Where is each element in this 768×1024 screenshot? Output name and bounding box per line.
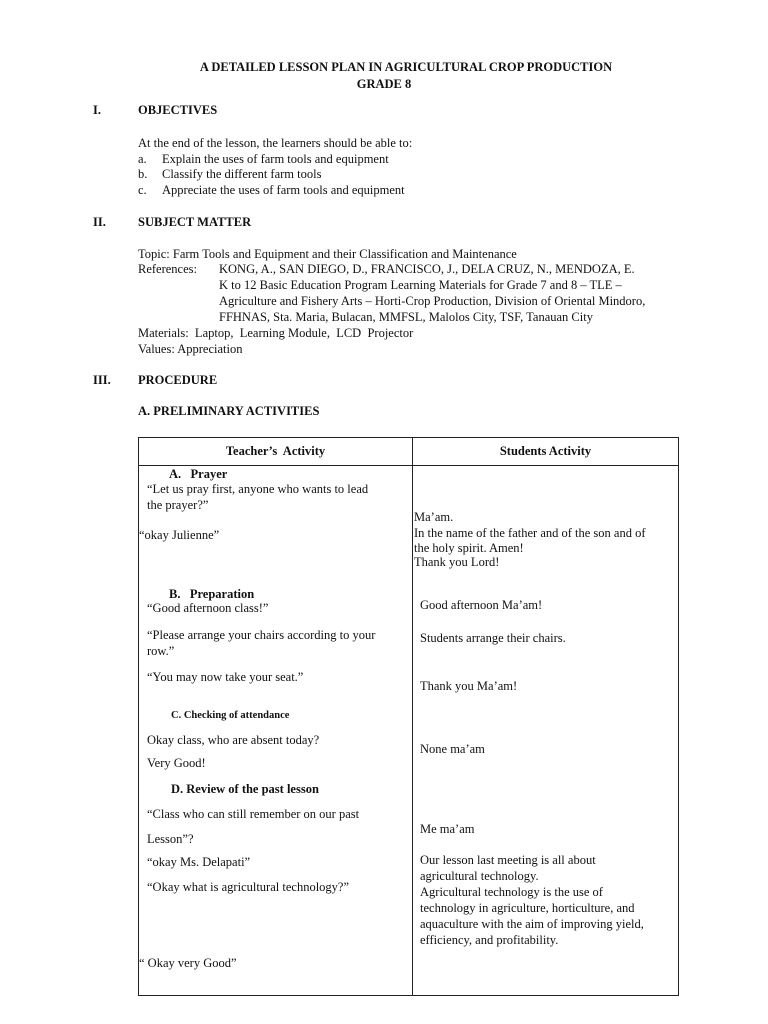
prayer-heading: A. Prayer — [169, 467, 228, 481]
student-thank-maam: Thank you Ma’am! — [420, 679, 518, 693]
references-label: References: — [138, 262, 197, 276]
teacher-remember-line2: Lesson”? — [147, 832, 194, 846]
students-activity-cell — [413, 466, 679, 996]
teacher-absent-question: Okay class, who are absent today? — [147, 733, 320, 747]
topic-line: Topic: Farm Tools and Equipment and their Classification and Maintenance — [138, 247, 517, 261]
student-arrange-chairs: Students arrange their chairs. — [420, 631, 566, 645]
objective-text-b: Classify the different farm tools — [162, 167, 322, 181]
teacher-prayer-line1: “Let us pray first, anyone who wants to lead — [147, 482, 369, 496]
objective-letter-b: b. — [138, 167, 148, 181]
section-heading-procedure: PROCEDURE — [138, 373, 218, 387]
teacher-good-afternoon: “Good afternoon class!” — [147, 601, 269, 615]
section-number-procedure: III. — [93, 373, 111, 387]
reference-line-2: K to 12 Basic Education Program Learning Materials for Grade 7 and 8 – TLE – — [219, 278, 622, 292]
teacher-delapati: “okay Ms. Delapati” — [147, 855, 251, 869]
objective-text-c: Appreciate the uses of farm tools and equipment — [162, 183, 405, 197]
section-heading-objectives: OBJECTIVES — [138, 103, 218, 117]
student-definition-line3: aquaculture with the aim of improving yield, — [420, 917, 644, 931]
document-title-line2: GRADE 8 — [356, 77, 412, 91]
section-number-subject-matter: II. — [93, 215, 106, 229]
teacher-activity-cell — [139, 466, 413, 996]
objective-letter-c: c. — [138, 183, 147, 197]
section-number-objectives: I. — [93, 103, 101, 117]
header-students-activity: Students Activity — [413, 438, 679, 466]
objective-letter-a: a. — [138, 152, 147, 166]
teacher-remember-line1: “Class who can still remember on our past — [147, 807, 360, 821]
student-last-lesson-line2: agricultural technology. — [420, 869, 539, 883]
teacher-arrange-line1: “Please arrange your chairs according to your — [147, 628, 376, 642]
student-last-lesson-line1: Our lesson last meeting is all about — [420, 853, 596, 867]
teacher-arrange-line2: row.” — [147, 644, 175, 658]
attendance-heading: C. Checking of attendance — [171, 710, 290, 721]
student-definition-line1: Agricultural technology is the use of — [420, 885, 603, 899]
activity-table — [138, 437, 679, 996]
student-definition-line4: efficiency, and profitability. — [420, 933, 559, 947]
materials-line: Materials: Laptop, Learning Module, LCD Projector — [138, 326, 414, 340]
teacher-what-is-agritech: “Okay what is agricultural technology?” — [147, 880, 350, 894]
document-title-line1: A DETAILED LESSON PLAN IN AGRICULTURAL CROP PRODUCTION — [199, 60, 613, 74]
reference-line-3: Agriculture and Fishery Arts – Horti-Crop Production, Division of Oriental Mindoro, — [219, 294, 646, 308]
teacher-julienne: “okay Julienne” — [139, 528, 220, 542]
preparation-heading: B. Preparation — [169, 587, 255, 601]
student-prayer-line1: In the name of the father and of the son and of — [414, 526, 646, 540]
table-header-row — [139, 438, 679, 466]
header-teachers-activity: Teacher’s Activity — [139, 438, 413, 466]
review-heading: D. Review of the past lesson — [171, 782, 319, 796]
values-line: Values: Appreciation — [138, 342, 243, 356]
objectives-intro: At the end of the lesson, the learners should be able to: — [138, 136, 413, 150]
objective-text-a: Explain the uses of farm tools and equipment — [162, 152, 389, 166]
subheading-preliminary-activities: A. PRELIMINARY ACTIVITIES — [138, 404, 320, 418]
student-good-afternoon: Good afternoon Ma’am! — [420, 598, 543, 612]
student-me-maam: Me ma’am — [420, 822, 475, 836]
reference-line-4: FFHNAS, Sta. Maria, Bulacan, MMFSL, Malolos City, TSF, Tanauan City — [219, 310, 593, 324]
student-none-maam: None ma’am — [420, 742, 485, 756]
teacher-prayer-line2: the prayer?” — [147, 498, 209, 512]
teacher-very-good: Very Good! — [147, 756, 206, 770]
table-body-row — [139, 466, 679, 996]
teacher-okay-very-good: “ Okay very Good” — [139, 956, 237, 970]
student-thank-lord: Thank you Lord! — [414, 555, 500, 569]
section-heading-subject-matter: SUBJECT MATTER — [138, 215, 252, 229]
student-definition-line2: technology in agriculture, horticulture, and — [420, 901, 635, 915]
reference-line-1: KONG, A., SAN DIEGO, D., FRANCISCO, J., DELA CRUZ, N., MENDOZA, E. — [219, 262, 635, 276]
teacher-take-seat: “You may now take your seat.” — [147, 670, 304, 684]
student-maam: Ma’am. — [414, 510, 454, 524]
student-prayer-line2: the holy spirit. Amen! — [414, 541, 524, 555]
